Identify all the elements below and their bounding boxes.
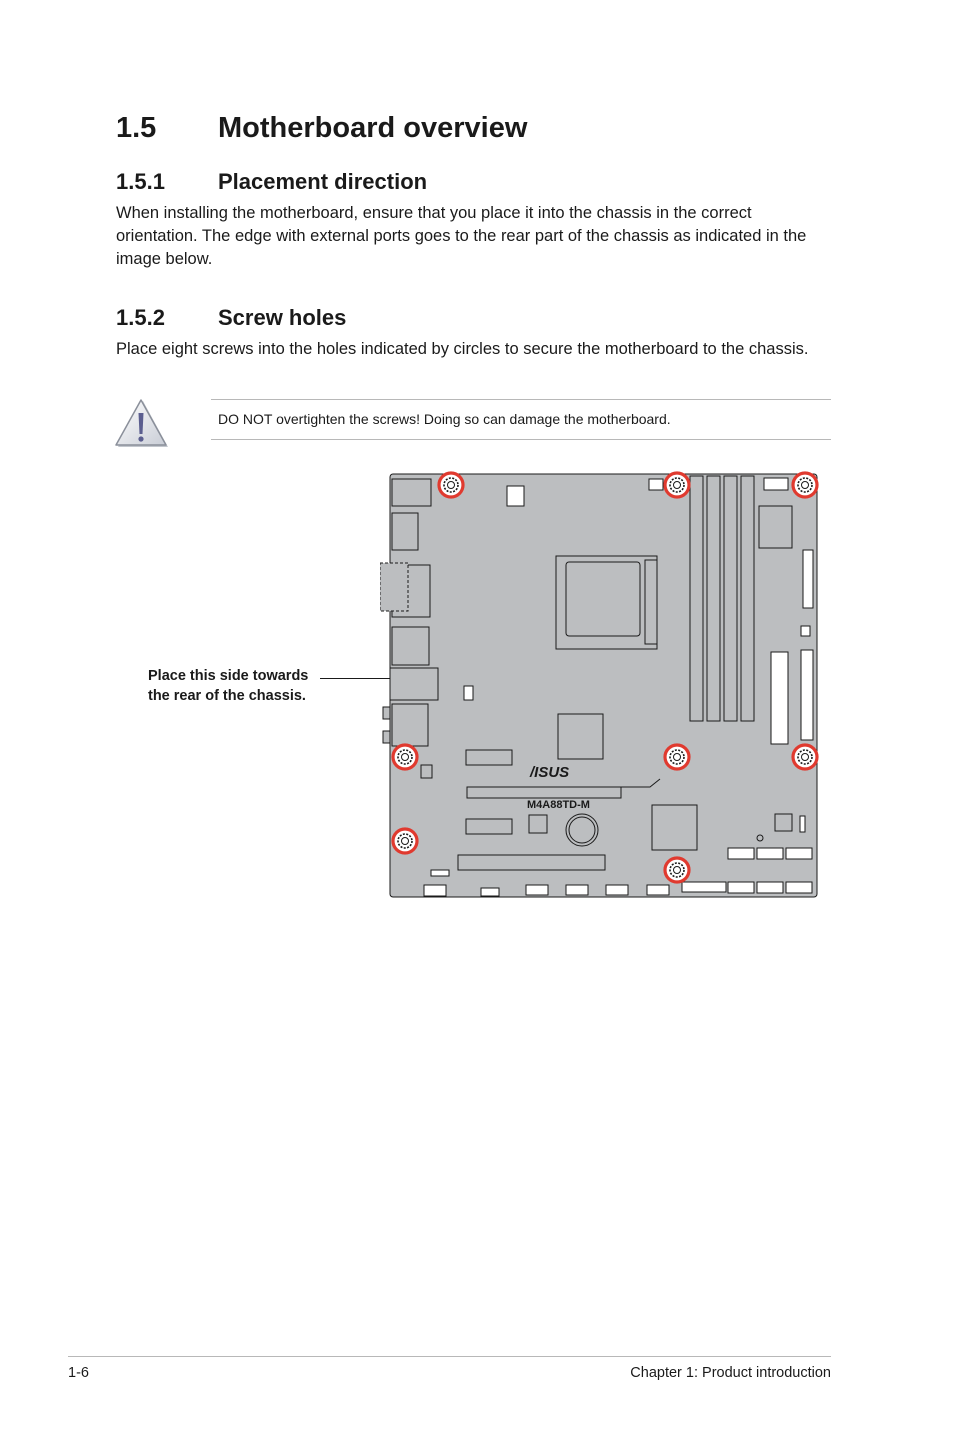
placement-title: Placement direction [218, 169, 428, 194]
warning-text: DO NOT overtighten the screws! Doing so can damage the motherboard. [218, 411, 671, 427]
screw-hole-8 [665, 858, 689, 882]
section-title-text: Motherboard overview [218, 112, 528, 144]
sata-port-5 [757, 882, 783, 893]
page-number: 1-6 [68, 1365, 89, 1381]
placement-heading [116, 169, 427, 195]
cpu-socket [566, 562, 640, 636]
small-chip-right [775, 814, 792, 831]
small-button [801, 626, 810, 636]
header-bottom-3 [526, 885, 548, 895]
cpu-fan-header [649, 479, 663, 490]
southbridge-chip [652, 805, 697, 850]
northbridge-chip [558, 714, 603, 759]
pcie-x16-slot [467, 787, 621, 798]
atx-power-connector [771, 652, 788, 744]
placement-number: 1.5.1 [116, 169, 165, 194]
screws-number: 1.5.2 [116, 305, 165, 330]
brand-logo: /ISUS [530, 764, 570, 781]
rear-io-usb-2 [390, 668, 438, 700]
screws-body: Place eight screws into the holes indicated by circles to secure the motherboard to the chassis. [116, 340, 809, 358]
screws-heading [116, 305, 346, 331]
dimm-slot-1 [690, 476, 703, 721]
warning-bottom-rule [211, 439, 831, 440]
small-chip-mid [529, 815, 547, 833]
atx12v-connector [507, 486, 524, 506]
sata-port-1 [728, 848, 754, 859]
rear-side-callout [148, 666, 308, 706]
header-bottom-7 [682, 882, 726, 892]
rear-io-lan [392, 627, 429, 665]
callout-line-1: Place this side towards [148, 668, 309, 684]
cpu-socket-lever [645, 560, 657, 644]
caution-triangle-icon [113, 398, 169, 450]
screw-hole-2 [665, 473, 689, 497]
ide-connector [801, 650, 813, 740]
usb3-header [803, 550, 813, 608]
dimm-slot-2 [707, 476, 720, 721]
spdif-header [464, 686, 473, 700]
screws-title: Screw holes [218, 305, 347, 330]
callout-line-2: the rear of the chassis. [148, 688, 306, 704]
rear-io-vga-connector [380, 563, 408, 611]
small-chip-left [421, 765, 432, 778]
motherboard-diagram [380, 462, 830, 904]
footer-rule [68, 1356, 831, 1357]
dimm-slot-4 [741, 476, 754, 721]
section-title [116, 112, 527, 145]
chassis-fan-header [764, 478, 788, 490]
small-circle [757, 835, 763, 841]
audio-tab-1 [383, 707, 390, 719]
small-header-left [431, 870, 449, 876]
screw-hole-6 [793, 745, 817, 769]
pci-slot [466, 819, 512, 834]
header-bottom-6 [647, 885, 669, 895]
header-bottom-5 [606, 885, 628, 895]
pci-slot-2 [458, 855, 605, 870]
sata-port-2 [757, 848, 783, 859]
screw-hole-3 [793, 473, 817, 497]
chip-top-right [759, 506, 792, 548]
warning-top-rule [211, 399, 831, 400]
pcie-x1-slot [466, 750, 512, 765]
small-header-right [800, 816, 805, 832]
sata-port-6 [786, 882, 812, 893]
header-bottom-1 [424, 885, 446, 896]
screw-hole-1 [439, 473, 463, 497]
rear-io-audio [392, 704, 428, 746]
rear-io-ps2 [392, 479, 431, 506]
dimm-slot-3 [724, 476, 737, 721]
audio-tab-2 [383, 731, 390, 743]
screw-hole-7 [393, 829, 417, 853]
header-bottom-2 [481, 888, 499, 896]
sata-port-4 [728, 882, 754, 893]
screw-hole-5 [665, 745, 689, 769]
chapter-title: Chapter 1: Product introduction [630, 1365, 831, 1381]
section-number: 1.5 [116, 112, 157, 144]
header-bottom-4 [566, 885, 588, 895]
model-label: M4A88TD-M [527, 799, 590, 811]
rear-io-usb [392, 513, 418, 550]
sata-port-3 [786, 848, 812, 859]
placement-body: When installing the motherboard, ensure that you place it into the chassis in the correct orientation. The edge with external ports goes to the rear part of the chassis as indicated in the image below. [116, 204, 807, 268]
screw-hole-4 [393, 745, 417, 769]
